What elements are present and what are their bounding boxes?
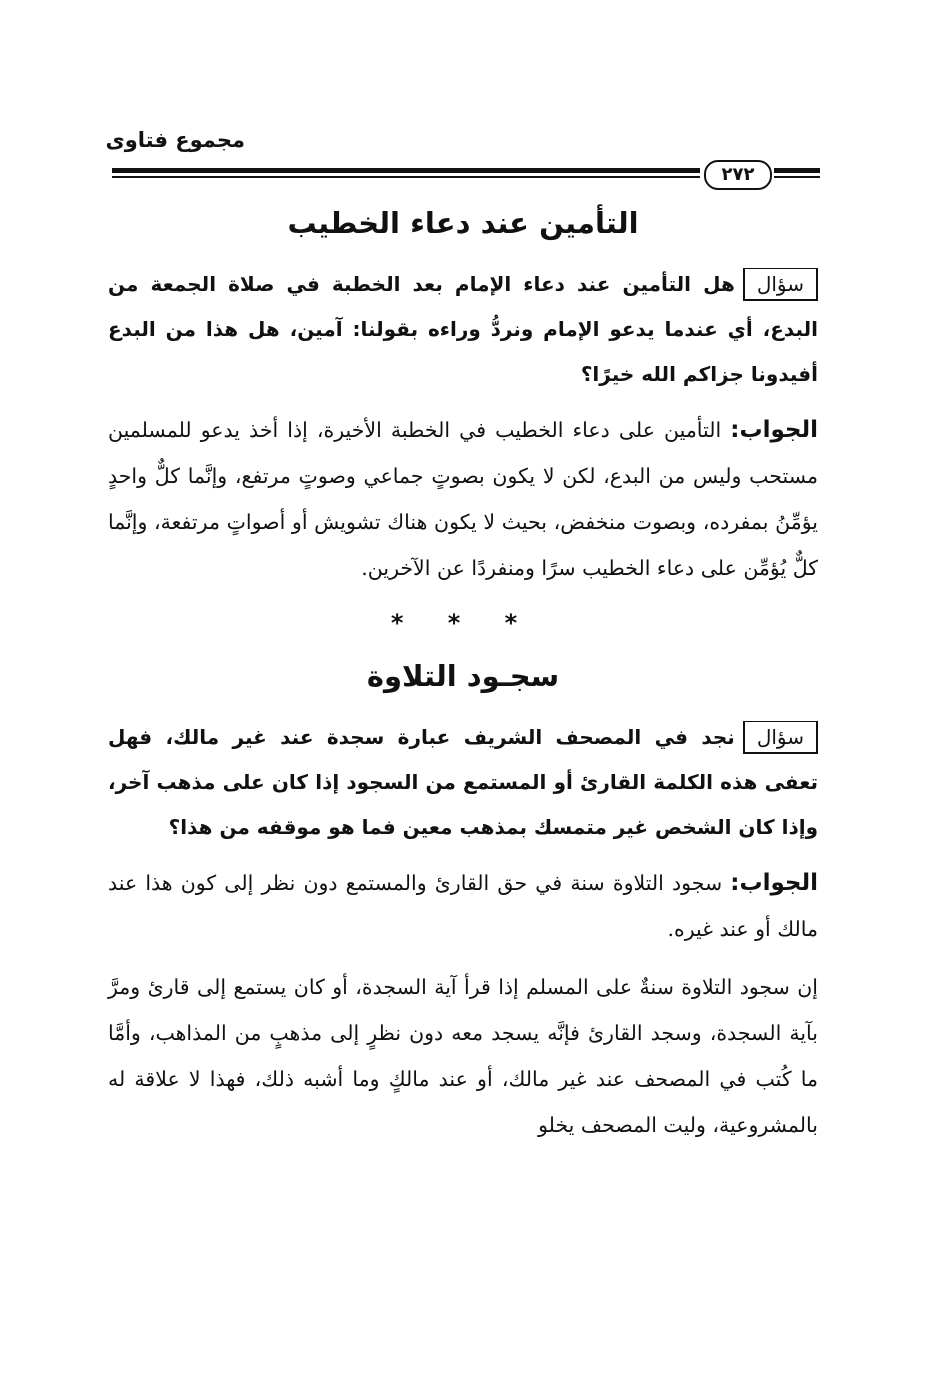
question-label: سؤال bbox=[743, 721, 818, 754]
section-title: سجـود التلاوة bbox=[366, 659, 560, 693]
answer-text: سجود التلاوة سنة في حق القارئ والمستمع دون نظر إلى كون هذا عند مالك أو عند غيره. bbox=[108, 871, 818, 941]
answer-label: الجواب: bbox=[730, 417, 818, 443]
header-rule-right-thin bbox=[774, 176, 820, 178]
question-label: سؤال bbox=[743, 268, 818, 301]
section-title: التأمين عند دعاء الخطيب bbox=[287, 206, 639, 240]
book-title: مجموع فتاوى bbox=[105, 128, 245, 152]
header-rule-thick bbox=[112, 168, 700, 173]
question-text: هل التأمين عند دعاء الإمام بعد الخطبة في صلاة الجمعة من البدع، أي عندما يدعو الإمام ونردُّ وراءه بقولنا: آمين، هل هذا من البدع أفيدونا جزاكم الله خيرًا؟ bbox=[108, 272, 818, 386]
answer-paragraph bbox=[108, 964, 818, 1148]
section-separator: * * * bbox=[390, 609, 536, 637]
question-text: نجد في المصحف الشريف عبارة سجدة عند غير مالك، فهل تعفى هذه الكلمة القارئ أو المستمع من السجود إذا كان على مذهب آخر، وإذا كان الشخص غير متمسك بمذهب معين فما هو موقفه من هذا؟ bbox=[108, 725, 818, 839]
answer-label: الجواب: bbox=[730, 870, 818, 896]
answer-paragraph bbox=[108, 860, 818, 952]
page-number: ٢٧٢ bbox=[704, 160, 772, 190]
header-rule-right-thick bbox=[774, 168, 820, 173]
answer-text: إن سجود التلاوة سنةٌ على المسلم إذا قرأ آية السجدة، أو كان يستمع إلى قارئ ومرَّ بآية السجدة، وسجد القارئ فإنَّه يسجد معه دون نظرٍ إلى مذهبٍ من المذاهب، وأمَّا ما كُتب في المصحف عند غير مالك، أو عند مالكٍ وما أشبه ذلك، فهذا لا علاقة له بالمشروعية، وليت المصحف يخلو bbox=[108, 975, 818, 1137]
question-paragraph bbox=[108, 715, 818, 850]
answer-paragraph bbox=[108, 407, 818, 591]
header-rule-thin bbox=[112, 176, 700, 178]
page-content bbox=[108, 198, 818, 1160]
answer-text: التأمين على دعاء الخطيب في الخطبة الأخيرة، إذا أخذ يدعو للمسلمين مستحب وليس من البدع، لكن لا يكون بصوتٍ جماعي وصوتٍ مرتفع، وإنَّما كلٌّ واحدٍ يؤمِّنُ بمفرده، وبصوت منخفض، بحيث لا يكون هناك تشويش أو أصواتٍ مرتفعة، وإنَّما كلٌّ يُؤمِّن على دعاء الخطيب سرًا ومنفردًا عن الآخرين. bbox=[108, 418, 818, 580]
question-paragraph bbox=[108, 262, 818, 397]
